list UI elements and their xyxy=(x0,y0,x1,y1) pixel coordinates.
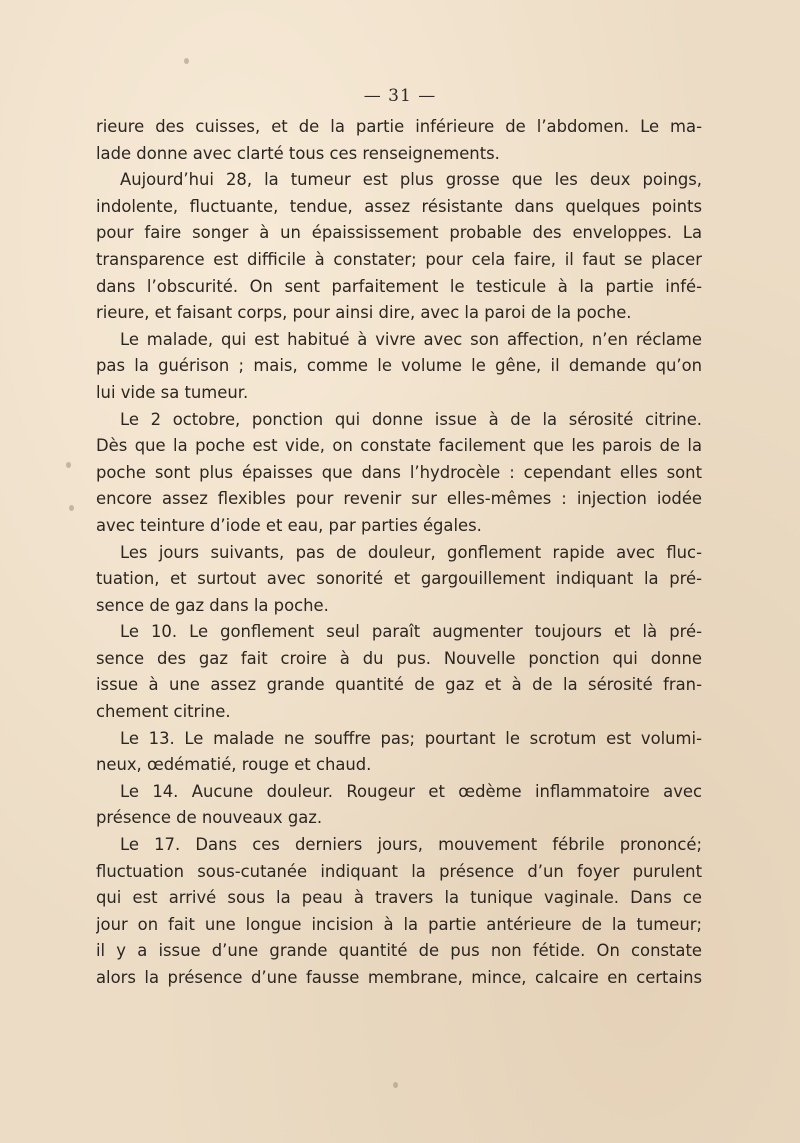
ink-speck xyxy=(184,58,189,64)
text-line: Aujourd’hui 28, la tumeur est plus grosse que les deux poings, xyxy=(120,170,702,190)
text-line: encore assez flexibles pour revenir sur elles-mêmes : injection iodée xyxy=(96,489,702,509)
text-line: pas la guérison ; mais, comme le volume le gêne, il demande qu’on xyxy=(96,356,702,376)
text-line: Le 13. Le malade ne souffre pas; pourtant le scrotum est volumi- xyxy=(120,728,702,748)
text-line: issue à une assez grande quantité de gaz et à de la sérosité fran- xyxy=(96,675,702,695)
text-line: lui vide sa tumeur. xyxy=(96,382,249,402)
text-line: lade donne avec clarté tous ces renseignements. xyxy=(96,143,500,163)
text-line: neux, œdématié, rouge et chaud. xyxy=(96,755,372,775)
text-line: alors la présence d’une fausse membrane, mince, calcaire en certains xyxy=(96,968,702,987)
text-line: poche sont plus épaisses que dans l’hydrocèle : cependant elles sont xyxy=(96,462,702,482)
text-line: Le 17. Dans ces derniers jours, mouvement fébrile prononcé; xyxy=(120,835,702,855)
text-line: Le 10. Le gonflement seul paraît augmenter toujours et là pré- xyxy=(120,622,702,642)
text-line: Dès que la poche est vide, on constate facilement que les parois de la xyxy=(96,436,702,456)
text-line: Le malade, qui est habitué à vivre avec son affection, n’en réclame xyxy=(120,329,702,349)
text-line: qui est arrivé sous la peau à travers la tunique vaginale. Dans ce xyxy=(96,888,702,908)
text-line: sence de gaz dans la poche. xyxy=(96,595,329,615)
ink-speck xyxy=(393,1082,398,1088)
text-line: il y a issue d’une grande quantité de pus non fétide. On constate xyxy=(96,941,702,961)
text-line: Le 2 octobre, ponction qui donne issue à de la sérosité citrine. xyxy=(120,409,702,429)
page-number: — 31 — xyxy=(363,86,437,106)
ink-speck xyxy=(69,505,74,511)
text-line: pour faire songer à un épaississement probable des enveloppes. La xyxy=(96,223,702,243)
body-text xyxy=(96,114,702,992)
text-line: fluctuation sous-cutanée indiquant la présence d’un foyer purulent xyxy=(96,861,702,881)
text-line: chement citrine. xyxy=(96,702,231,722)
text-line: avec teinture d’iode et eau, par parties égales. xyxy=(96,515,482,535)
text-line: sence des gaz fait croire à du pus. Nouvelle ponction qui donne xyxy=(96,648,702,668)
text-line: présence de nouveaux gaz. xyxy=(96,808,323,828)
text-line: tuation, et surtout avec sonorité et gargouillement indiquant la pré- xyxy=(96,569,702,589)
text-line: Les jours suivants, pas de douleur, gonflement rapide avec fluc- xyxy=(120,542,702,562)
ink-speck xyxy=(66,462,71,468)
text-line: transparence est difficile à constater; pour cela faire, il faut se placer xyxy=(96,249,702,269)
text-line: dans l’obscurité. On sent parfaitement le testicule à la partie infé- xyxy=(96,276,702,296)
text-line: jour on fait une longue incision à la partie antérieure de la tumeur; xyxy=(96,914,702,934)
text-line: rieure, et faisant corps, pour ainsi dire, avec la paroi de la poche. xyxy=(96,303,632,323)
text-line: indolente, fluctuante, tendue, assez résistante dans quelques points xyxy=(96,196,702,216)
text-line: Le 14. Aucune douleur. Rougeur et œdème inflammatoire avec xyxy=(120,781,702,801)
text-line: rieure des cuisses, et de la partie inférieure de l’abdomen. Le ma- xyxy=(96,117,702,136)
